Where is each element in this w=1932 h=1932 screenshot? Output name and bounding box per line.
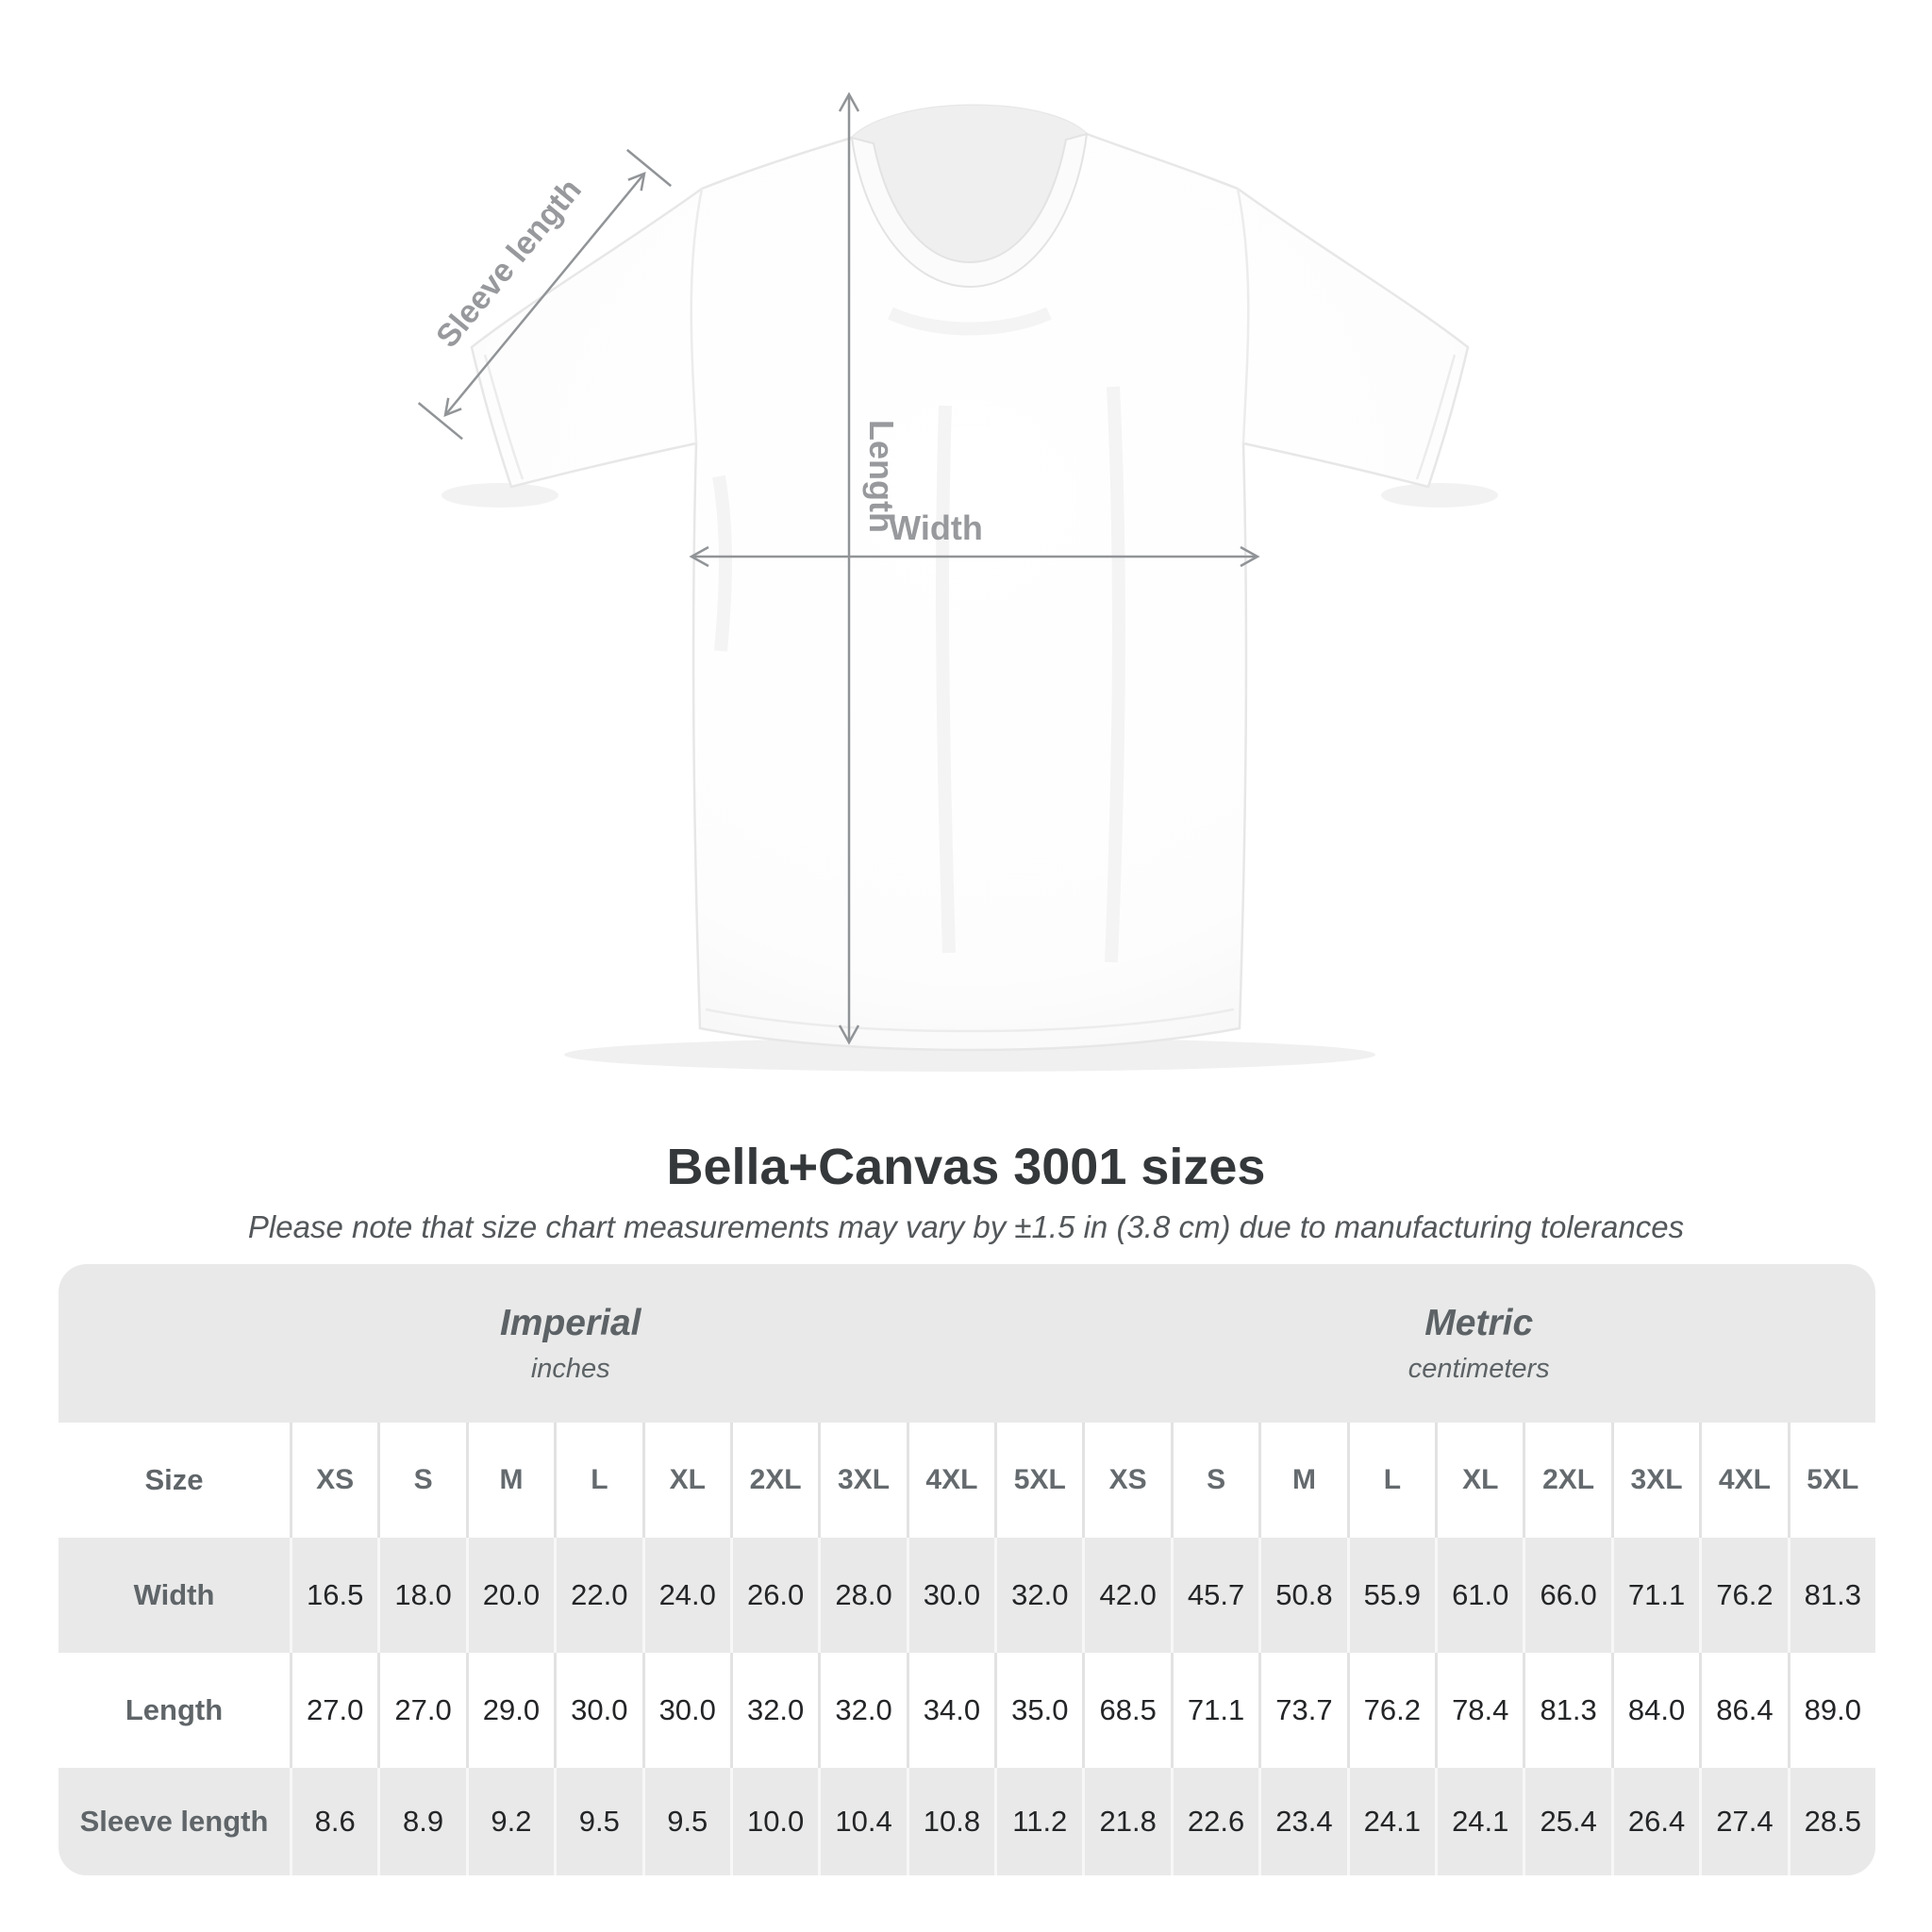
measurement-value: 30.0: [907, 1538, 994, 1653]
measurement-value: 45.7: [1171, 1538, 1258, 1653]
measurement-value: 22.6: [1171, 1768, 1258, 1875]
page-title: Bella+Canvas 3001 sizes: [666, 1139, 1266, 1195]
measurement-value: 20.0: [466, 1538, 554, 1653]
measurement-value: 68.5: [1082, 1653, 1170, 1768]
measurement-value: 50.8: [1258, 1538, 1346, 1653]
measurement-value: 28.5: [1788, 1768, 1875, 1875]
imperial-label: Imperial: [499, 1302, 641, 1343]
measurement-value: 78.4: [1435, 1653, 1523, 1768]
measurement-value: 34.0: [907, 1653, 994, 1768]
measurement-value: 10.0: [730, 1768, 818, 1875]
size-column-header: XL: [1435, 1423, 1523, 1538]
measurement-row-label: Width: [58, 1538, 290, 1653]
measurement-value: 84.0: [1611, 1653, 1699, 1768]
size-column-header: 4XL: [907, 1423, 994, 1538]
measurement-value: 61.0: [1435, 1538, 1523, 1653]
measurement-value: 81.3: [1523, 1653, 1610, 1768]
size-column-header: XS: [1082, 1423, 1170, 1538]
measurement-value: 32.0: [730, 1653, 818, 1768]
size-table: [58, 1264, 1875, 1875]
measurement-value: 29.0: [466, 1653, 554, 1768]
measurement-value: 27.0: [290, 1653, 377, 1768]
size-column-header: XL: [642, 1423, 730, 1538]
measurement-value: 76.2: [1347, 1653, 1435, 1768]
measurement-value: 30.0: [554, 1653, 641, 1768]
size-column-header: S: [1171, 1423, 1258, 1538]
size-column-header: 2XL: [1523, 1423, 1610, 1538]
size-column-header: L: [1347, 1423, 1435, 1538]
measurement-value: 8.9: [377, 1768, 465, 1875]
length-label: Length: [862, 420, 901, 533]
measurement-value: 10.8: [907, 1768, 994, 1875]
measurement-value: 18.0: [377, 1538, 465, 1653]
measurement-value: 30.0: [642, 1653, 730, 1768]
measurement-value: 25.4: [1523, 1768, 1610, 1875]
measurement-value: 9.5: [642, 1768, 730, 1875]
size-table-grid: [58, 1264, 1875, 1875]
measurement-value: 26.0: [730, 1538, 818, 1653]
measurement-value: 89.0: [1788, 1653, 1875, 1768]
page-subtitle: Please note that size chart measurements may vary by ±1.5 in (3.8 cm) due to manufacturing tolerances: [247, 1209, 1685, 1244]
measurement-row-label: Sleeve length: [58, 1768, 290, 1875]
measurement-value: 35.0: [994, 1653, 1082, 1768]
metric-unit-header: [1082, 1264, 1875, 1423]
measurement-value: 24.1: [1435, 1768, 1523, 1875]
size-column-header: M: [466, 1423, 554, 1538]
metric-unit: centimeters: [1407, 1353, 1550, 1384]
measurement-value: 42.0: [1082, 1538, 1170, 1653]
size-column-header: XS: [290, 1423, 377, 1538]
measurement-value: 66.0: [1523, 1538, 1610, 1653]
measurement-value: 24.1: [1347, 1768, 1435, 1875]
measurement-value: 23.4: [1258, 1768, 1346, 1875]
measurement-value: 81.3: [1788, 1538, 1875, 1653]
measurement-value: 16.5: [290, 1538, 377, 1653]
measurement-value: 27.4: [1699, 1768, 1787, 1875]
measurement-value: 10.4: [818, 1768, 906, 1875]
measurement-value: 71.1: [1611, 1538, 1699, 1653]
tshirt-image: [472, 106, 1468, 1050]
size-column-header: 3XL: [818, 1423, 906, 1538]
size-column-header: S: [377, 1423, 465, 1538]
measurement-value: 32.0: [818, 1653, 906, 1768]
measurement-value: 55.9: [1347, 1538, 1435, 1653]
size-column-header: 5XL: [994, 1423, 1082, 1538]
imperial-unit-header: [58, 1264, 1082, 1423]
size-column-header: 5XL: [1788, 1423, 1875, 1538]
measurement-value: 21.8: [1082, 1768, 1170, 1875]
measurement-row-label: Length: [58, 1653, 290, 1768]
width-label: Width: [889, 508, 983, 547]
measurement-value: 32.0: [994, 1538, 1082, 1653]
size-column-header: 4XL: [1699, 1423, 1787, 1538]
sleeve-length-label: Sleeve length: [429, 172, 589, 355]
measurement-value: 28.0: [818, 1538, 906, 1653]
measurement-value: 22.0: [554, 1538, 641, 1653]
measurement-value: 27.0: [377, 1653, 465, 1768]
measurement-value: 11.2: [994, 1768, 1082, 1875]
size-column-header: L: [554, 1423, 641, 1538]
size-column-header: 2XL: [730, 1423, 818, 1538]
measurement-value: 9.2: [466, 1768, 554, 1875]
imperial-unit: inches: [530, 1353, 610, 1384]
measurement-value: 73.7: [1258, 1653, 1346, 1768]
metric-label: Metric: [1424, 1302, 1534, 1343]
measurement-value: 86.4: [1699, 1653, 1787, 1768]
measurement-value: 26.4: [1611, 1768, 1699, 1875]
size-column-header: M: [1258, 1423, 1346, 1538]
size-row-label: Size: [58, 1423, 290, 1538]
measurement-value: 9.5: [554, 1768, 641, 1875]
measurement-value: 76.2: [1699, 1538, 1787, 1653]
measurement-value: 8.6: [290, 1768, 377, 1875]
size-column-header: 3XL: [1611, 1423, 1699, 1538]
measurement-value: 71.1: [1171, 1653, 1258, 1768]
measurement-value: 24.0: [642, 1538, 730, 1653]
